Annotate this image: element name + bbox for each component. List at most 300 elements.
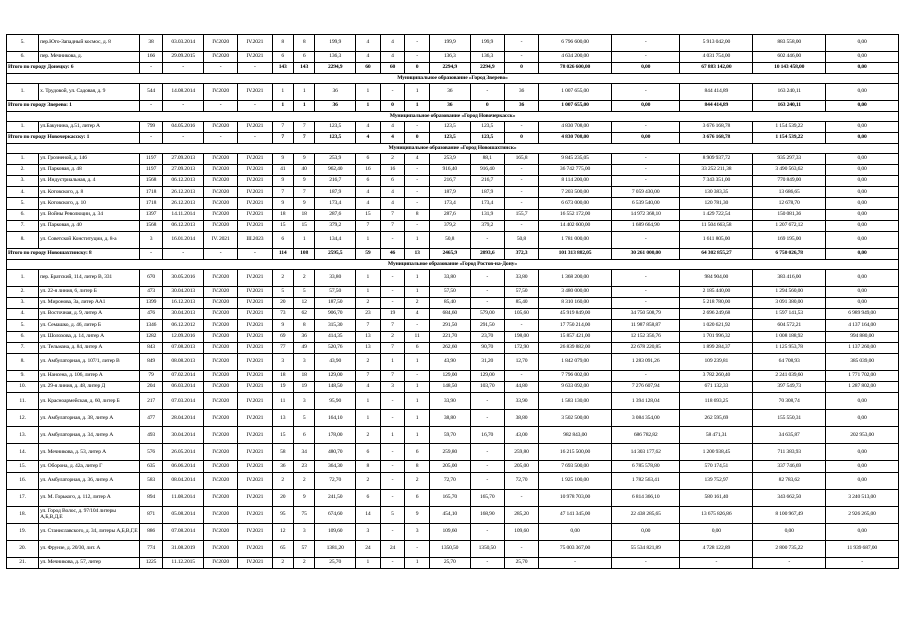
cell-cost_local: 150 081,36 [753,209,826,220]
cell-year: 849 [139,353,163,370]
cell-plan_start: IV.2020 [204,410,238,427]
cell-rooms_b: - [405,187,430,198]
cell-plan_start: IV.2020 [204,320,238,331]
cell-cost_fund: 3 084 354,00 [611,410,680,427]
cell-area_c: - [504,35,538,52]
total-area_total: 123,5 [315,132,356,143]
cell-area_b: 379,2 [470,220,504,231]
cell-rooms_a: - [380,269,405,286]
cell-cost_region: 4 728 122,89 [680,540,753,557]
cell-plan_start: IV.2020 [204,523,238,540]
cell-date: 14.08.2014 [163,83,204,100]
cell-occupants_b: 6 [293,427,314,444]
cell-area_c: 44,80 [504,382,538,393]
cell-area_total: 962,40 [315,164,356,175]
table-row [7,331,899,342]
cell-cost_local: 64 708,93 [753,353,826,370]
cell-occupants_a: 12 [272,523,293,540]
total-cost_extra: 0,00 [826,63,899,74]
total-date: - [163,249,204,260]
table-row [7,393,899,410]
total-rooms_b: 0 [405,63,430,74]
cell-cost_local: 397 549,73 [753,382,826,393]
cell-year: 799 [139,121,163,132]
total-occupants_b: 108 [293,249,314,260]
cell-cost_region: 0,00 [680,523,753,540]
total-plan_end: - [238,249,272,260]
cell-rooms_b: - [405,35,430,52]
total-rooms_total: 60 [356,63,381,74]
cell-date: 04.05.2016 [163,121,204,132]
cell-cost_local: 12 678,70 [753,198,826,209]
cell-address: ул. Нансена, д. 106, литер А [39,370,140,381]
cell-area_b: 103,70 [470,382,504,393]
cell-area_b: - [470,269,504,286]
cell-rooms_total: 1 [356,83,381,100]
cell-year: 1397 [139,209,163,220]
cell-area_c: 205,00 [504,461,538,472]
cell-№: 20. [7,540,39,557]
cell-cost_extra: 0,00 [826,198,899,209]
cell-occupants_b: 9 [293,176,314,187]
total-rooms_b: 13 [405,249,430,260]
cell-cost_extra: 0,00 [826,410,899,427]
cell-address: ул. Амбулаторная, д. 38, литер А [39,410,140,427]
cell-rooms_a: 2 [380,153,405,164]
cell-rooms_b: 8 [405,461,430,472]
total-cost_total: 1 007 655,00 [539,100,612,111]
cell-year: 79 [139,370,163,381]
cell-occupants_a: 9 [272,176,293,187]
table-row [7,198,899,209]
cell-occupants_b: 9 [293,198,314,209]
cell-date: 31.08.2019 [163,540,204,557]
cell-plan_end: IV.2021 [238,198,272,209]
total-area_total: 2294,9 [315,63,356,74]
cell-№: 1. [7,153,39,164]
cell-rooms_b: 1 [405,427,430,444]
cell-cost_extra: 0,00 [826,523,899,540]
table-row [7,472,899,489]
cell-rooms_b: - [405,370,430,381]
cell-cost_extra: 0,00 [826,83,899,100]
total-cost_fund: 0,00 [611,63,680,74]
total-area_b: 0 [470,100,504,111]
total-area_a: 123,5 [429,132,470,143]
cell-cost_local: 770 849,00 [753,176,826,187]
cell-cost_local: 343 662,50 [753,489,826,506]
cell-address: ул. М. Горького, д. 112, литер А [39,489,140,506]
cell-occupants_a: 36 [272,461,293,472]
cell-area_a: 109,60 [429,523,470,540]
cell-year: 1197 [139,164,163,175]
cell-rooms_a: - [380,444,405,461]
cell-date: 27.09.2013 [163,153,204,164]
cell-area_c: 38,80 [504,410,538,427]
cell-rooms_a: - [380,286,405,297]
cell-year: 1399 [139,298,163,309]
cell-area_a: 253,9 [429,153,470,164]
total-cost_fund: 0,00 [611,132,680,143]
cell-cost_extra: 0,00 [826,187,899,198]
cell-№: 15. [7,461,39,472]
cell-occupants_b: 9 [293,489,314,506]
cell-occupants_b: 9 [293,153,314,164]
cell-area_a: 50,8 [429,232,470,249]
cell-area_c: 109,60 [504,523,538,540]
cell-year: 1568 [139,220,163,231]
cell-cost_total: 47 141 345,00 [539,506,612,523]
municipality-heading-row [7,74,899,84]
cell-area_a: 684,60 [429,309,470,320]
total-cost_local: 10 143 458,00 [753,63,826,74]
cell-cost_fund: 11 987 858,87 [611,320,680,331]
cell-address: ул. 22-я линия, 6, литер Б [39,286,140,297]
cell-cost_fund: 6 539 540,00 [611,198,680,209]
cell-cost_total: 16 215 500,00 [539,444,612,461]
cell-area_total: 136,3 [315,52,356,63]
cell-area_a: 165,70 [429,489,470,506]
total-plan_start: - [204,100,238,111]
cell-area_total: 287,6 [315,209,356,220]
cell-rooms_b: 1 [405,393,430,410]
cell-cost_extra: - [826,557,899,568]
cell-area_total: 253,9 [315,153,356,164]
total-rooms_a: 4 [380,132,405,143]
cell-area_c: 25,70 [504,557,538,568]
cell-rooms_total: 13 [356,342,381,353]
cell-area_b: 165,70 [470,489,504,506]
cell-area_total: 25,70 [315,557,356,568]
cell-plan_start: IV.2020 [204,153,238,164]
cell-cost_total: 15 857 421,00 [539,331,612,342]
cell-area_c: - [504,52,538,63]
cell-cost_total: 8 310 160,00 [539,298,612,309]
cell-area_total: 315,30 [315,320,356,331]
cell-occupants_b: 3 [293,523,314,540]
total-plan_end: - [238,100,272,111]
cell-area_b: 187,9 [470,187,504,198]
cell-cost_fund: 1 283 091,26 [611,353,680,370]
cell-rooms_total: 6 [356,444,381,461]
cell-rooms_b: 2 [405,472,430,489]
cell-cost_total: 26 839 882,00 [539,342,612,353]
cell-rooms_b: 1 [405,232,430,249]
cell-year: 3 [139,232,163,249]
cell-rooms_b: 8 [405,209,430,220]
cell-cost_local: 163 240,11 [753,83,826,100]
cell-cost_local: 3 490 563,62 [753,164,826,175]
cell-rooms_b: - [405,320,430,331]
cell-year: 477 [139,410,163,427]
cell-№: 5. [7,35,39,52]
cell-cost_local: 1 597 141,53 [753,309,826,320]
cell-№: 7. [7,342,39,353]
cell-area_c: - [504,540,538,557]
total-rooms_a: 60 [380,63,405,74]
cell-rooms_b: 1 [405,83,430,100]
cell-cost_fund: - [611,121,680,132]
cell-area_total: 199,9 [315,35,356,52]
table-row [7,557,899,568]
cell-cost_extra: 1 287 802,00 [826,382,899,393]
cell-occupants_a: 6 [272,52,293,63]
cell-rooms_b: - [405,198,430,209]
cell-occupants_a: 20 [272,489,293,506]
table-row [7,176,899,187]
cell-cost_total: 45 919 849,00 [539,309,612,320]
cell-rooms_b: 1 [405,410,430,427]
cell-plan_end: IV.2021 [238,220,272,231]
cell-№: 5. [7,198,39,209]
cell-area_a: 291,50 [429,320,470,331]
cell-year: 1568 [139,176,163,187]
total-year: - [139,132,163,143]
cell-cost_region: 671 132,33 [680,382,753,393]
cell-occupants_a: 20 [272,298,293,309]
cell-area_total: 216,7 [315,176,356,187]
cell-rooms_b: 2 [405,298,430,309]
cell-cost_total: 1 925 100,00 [539,472,612,489]
cell-№: 6. [7,331,39,342]
cell-date: 14.11.2014 [163,209,204,220]
cell-cost_extra: 0,00 [826,393,899,410]
cell-rooms_b: 3 [405,523,430,540]
total-cost_local: 1 154 539,22 [753,132,826,143]
cell-year: 843 [139,342,163,353]
cell-plan_start: IV.2020 [204,187,238,198]
cell-rooms_total: 1 [356,232,381,249]
cell-area_a: 287,6 [429,209,470,220]
cell-rooms_total: 7 [356,370,381,381]
cell-area_b: 88,1 [470,153,504,164]
cell-rooms_a: - [380,410,405,427]
total-cost_region: 3 676 168,78 [680,132,753,143]
cell-area_total: 364,30 [315,461,356,472]
cell-cost_region: 11 504 663,58 [680,220,753,231]
cell-area_a: 173,4 [429,198,470,209]
cell-year: 774 [139,540,163,557]
cell-cost_extra: 0,00 [826,286,899,297]
total-cost_fund: 30 261 000,00 [611,249,680,260]
cell-occupants_a: 8 [272,35,293,52]
total-label: Итого по городу Зверево: 1 [7,100,140,111]
cell-area_total: 148,50 [315,382,356,393]
cell-area_a: 59,70 [429,427,470,444]
cell-cost_local: 337 746,69 [753,461,826,472]
cell-area_c: 105,60 [504,309,538,320]
cell-date: 26.05.2014 [163,444,204,461]
total-rooms_a: 46 [380,249,405,260]
cell-year: 217 [139,393,163,410]
cell-area_a: 916,40 [429,164,470,175]
cell-plan_end: IV.2021 [238,410,272,427]
cell-area_c: - [504,489,538,506]
cell-area_b: 136,3 [470,52,504,63]
cell-area_b: 16,70 [470,427,504,444]
table-row [7,342,899,353]
table-row [7,461,899,472]
cell-plan_start: IV.2020 [204,331,238,342]
cell-rooms_total: 3 [356,523,381,540]
cell-area_b: 123,5 [470,121,504,132]
total-rooms_total: 59 [356,249,381,260]
cell-cost_total: 4 830 708,00 [539,121,612,132]
cell-date: 16.01.2014 [163,232,204,249]
cell-area_a: 85,40 [429,298,470,309]
total-area_a: 2294,9 [429,63,470,74]
cell-area_b: 131,9 [470,209,504,220]
cell-rooms_a: 7 [380,220,405,231]
cell-cost_extra: 3 240 513,00 [826,489,899,506]
cell-№: 14. [7,444,39,461]
cell-area_c: 43,00 [504,427,538,444]
cell-plan_end: IV.2021 [238,153,272,164]
cell-№: 2. [7,286,39,297]
cell-rooms_b: 6 [405,342,430,353]
cell-occupants_a: 9 [272,320,293,331]
cell-cost_fund: 1 782 563,41 [611,472,680,489]
cell-№: 1. [7,269,39,286]
city-total-row [7,100,899,111]
cell-cost_region: 3 676 168,78 [680,121,753,132]
cell-№: 16. [7,472,39,489]
cell-area_total: 43,90 [315,353,356,370]
cell-cost_local: 2 241 039,60 [753,370,826,381]
cell-№: 12. [7,410,39,427]
total-label: Итого по городу Новочеркасску: 1 [7,132,140,143]
cell-year: 493 [139,427,163,444]
cell-area_a: 199,9 [429,35,470,52]
cell-№: 21. [7,557,39,568]
cell-area_total: 674,60 [315,506,356,523]
cell-№: 13. [7,427,39,444]
cell-rooms_a: 4 [380,35,405,52]
cell-cost_region: 1 611 805,00 [680,232,753,249]
cell-plan_start: IV.2020 [204,52,238,63]
cell-area_a: 25,70 [429,557,470,568]
cell-cost_extra: 11 939 687,00 [826,540,899,557]
cell-cost_region: 8 909 937,72 [680,153,753,164]
cell-address: ул. Миронова, 3а, литер АА1 [39,298,140,309]
total-area_total: 36 [315,100,356,111]
cell-cost_extra: 0,00 [826,164,899,175]
total-area_c: 372,3 [504,249,538,260]
cell-area_c: - [504,176,538,187]
municipality-heading-row [7,144,899,154]
cell-plan_start: IV.2020 [204,176,238,187]
cell-cost_total: 7 693 500,00 [539,461,612,472]
cell-area_b: - [470,298,504,309]
cell-area_b: 23,70 [470,331,504,342]
total-area_b: 2294,9 [470,63,504,74]
cell-cost_fund: 14 972 368,10 [611,209,680,220]
cell-rooms_a: 4 [380,121,405,132]
cell-cost_fund: 0,00 [611,523,680,540]
cell-cost_region: 109 239,81 [680,353,753,370]
cell-rooms_a: 7 [380,320,405,331]
cell-cost_total: 1 583 130,00 [539,393,612,410]
cell-cost_region: 5 913 042,00 [680,35,753,52]
cell-cost_total: 1 781 000,00 [539,232,612,249]
cell-cost_extra: 4 137 164,00 [826,320,899,331]
cell-year: 886 [139,523,163,540]
cell-cost_extra: 0,00 [826,35,899,52]
cell-cost_fund: - [611,83,680,100]
cell-rooms_total: 2 [356,353,381,370]
cell-cost_total: 17 750 214,00 [539,320,612,331]
cell-area_a: 72,70 [429,472,470,489]
cell-occupants_a: 2 [272,557,293,568]
cell-rooms_a: 1 [380,427,405,444]
cell-cost_region: 2 185 440,00 [680,286,753,297]
cell-cost_local: 1 125 953,78 [753,342,826,353]
cell-occupants_a: 19 [272,382,293,393]
cell-plan_end: IV.2021 [238,489,272,506]
cell-№: 7. [7,220,39,231]
cell-occupants_a: 18 [272,209,293,220]
cell-cost_region: 1 200 938,45 [680,444,753,461]
table-row [7,353,899,370]
cell-area_c: - [504,198,538,209]
municipality-heading: Муниципальное образование «Город Новошахтинск» [7,144,899,154]
cell-plan_end: IV.2021 [238,506,272,523]
cell-№: 6. [7,209,39,220]
municipality-heading: Муниципальное образование «Город Ростов-на-Дону» [7,260,899,270]
cell-year: 576 [139,444,163,461]
cell-occupants_b: 36 [293,331,314,342]
cell-occupants_b: 3 [293,393,314,410]
total-cost_region: 844 414,89 [680,100,753,111]
cell-date: 30.04.2013 [163,309,204,320]
cell-area_c: 155,7 [504,209,538,220]
cell-cost_local: 935 297,33 [753,153,826,164]
cell-cost_total: 14 402 600,00 [539,220,612,231]
cell-cost_fund: 14 303 177,62 [611,444,680,461]
cell-area_b: - [470,444,504,461]
total-cost_local: 6 750 026,78 [753,249,826,260]
total-occupants_b: 1 [293,100,314,111]
cell-rooms_total: 2 [356,427,381,444]
city-total-row [7,132,899,143]
cell-rooms_total: 2 [356,298,381,309]
cell-area_total: 72,70 [315,472,356,489]
cell-occupants_b: 8 [293,35,314,52]
cell-rooms_a: 16 [380,164,405,175]
cell-plan_end: IV.2021 [238,342,272,353]
cell-area_b: - [470,557,504,568]
cell-area_c: 198,00 [504,331,538,342]
total-rooms_total: 1 [356,100,381,111]
cell-occupants_b: 3 [293,353,314,370]
cell-rooms_a: 19 [380,309,405,320]
cell-area_a: 379,2 [429,220,470,231]
cell-plan_start: IV.2020 [204,164,238,175]
cell-area_total: 414,35 [315,331,356,342]
cell-№: 8. [7,232,39,249]
cell-date: 06.06.2014 [163,461,204,472]
cell-area_b: - [470,523,504,540]
cell-address: ул. 29-я линия, д. 48, литер Д [39,382,140,393]
total-area_a: 2465,9 [429,249,470,260]
total-date: - [163,63,204,74]
cell-cost_fund: 22 678 220,85 [611,342,680,353]
cell-rooms_a: - [380,472,405,489]
total-occupants_a: 143 [272,63,293,74]
table-row [7,309,899,320]
cell-area_total: 134,4 [315,232,356,249]
cell-date: 11.12.2015 [163,557,204,568]
